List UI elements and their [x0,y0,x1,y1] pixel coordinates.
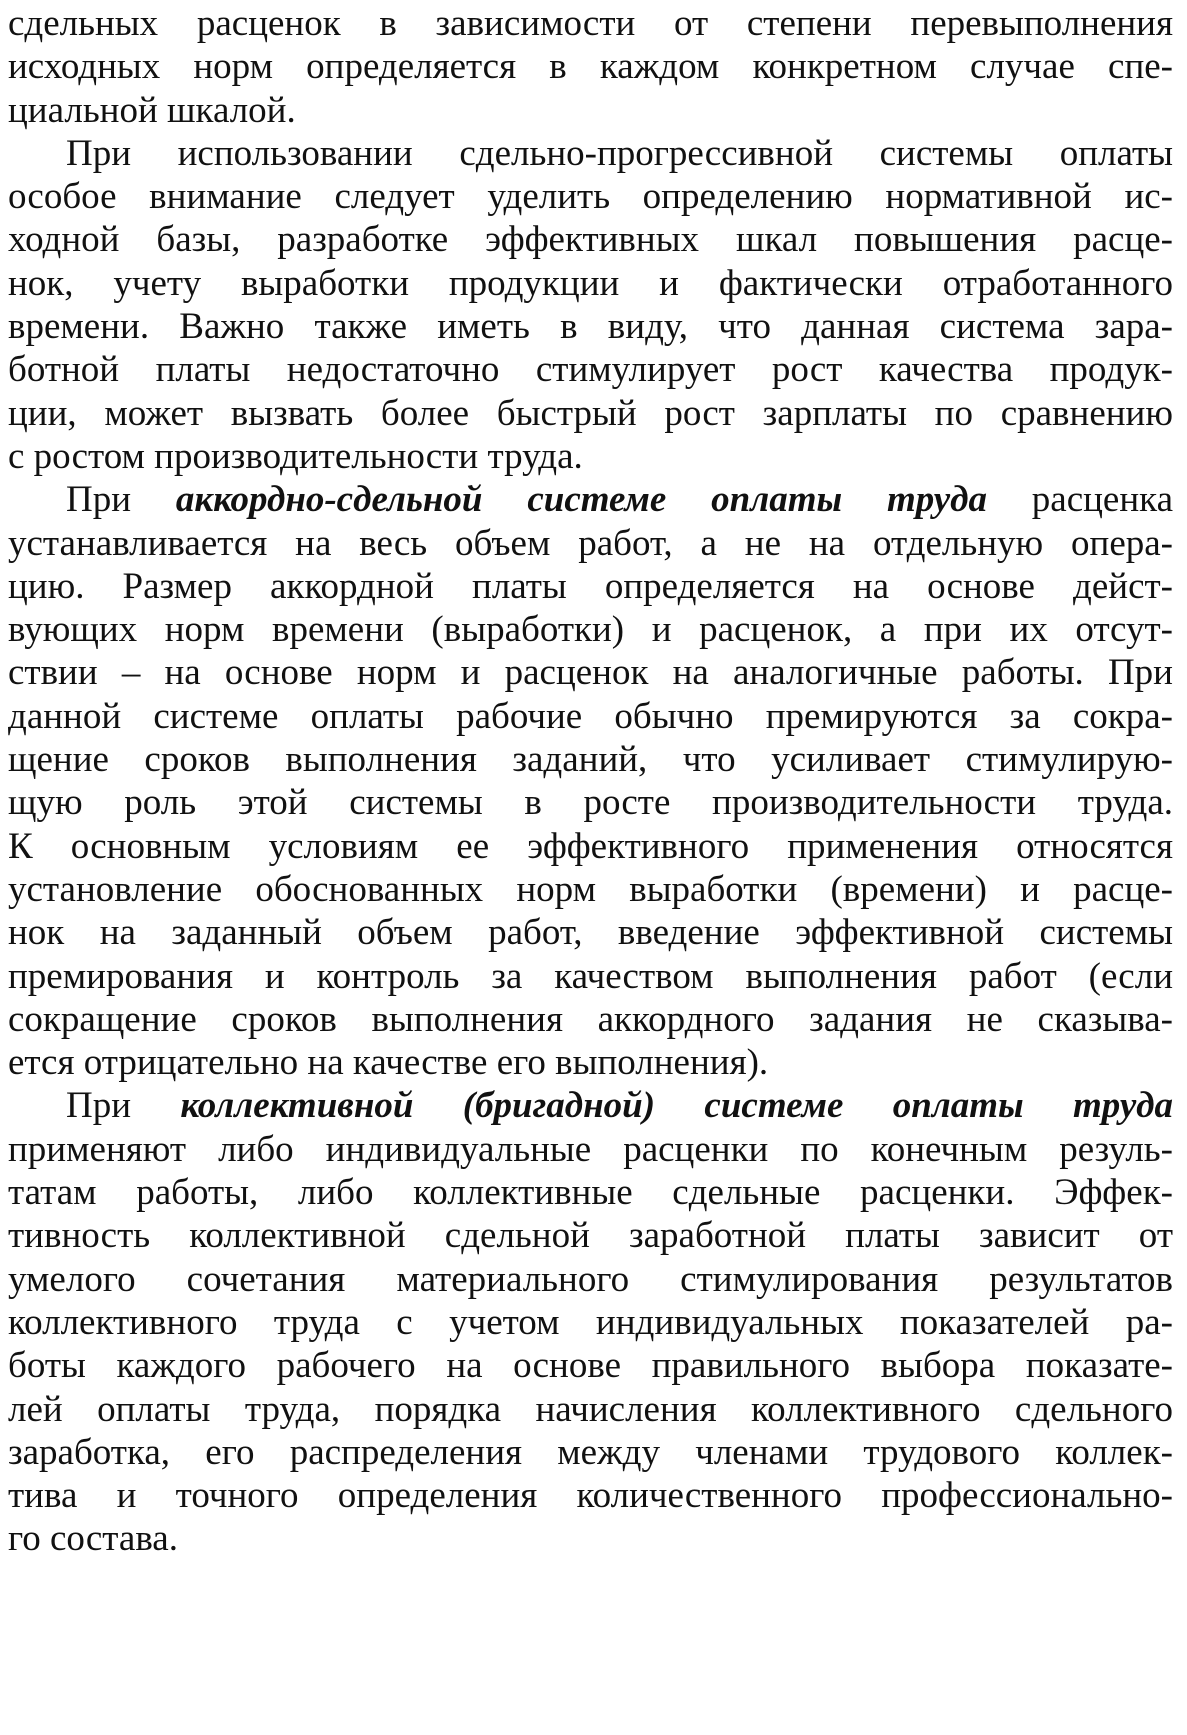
text-line: умелого сочетания материального стимулирования результатов [8,1258,1173,1300]
paragraph-1 [8,2,1173,132]
text-line-with-term [8,1084,1173,1127]
text-fragment: При [66,1085,181,1127]
text-line: заработка, его распределения между членами трудового коллек- [8,1431,1173,1473]
text-fragment: расценка [986,479,1173,521]
text-line: тива и точного определения количественного профессионально- [8,1475,1173,1517]
paragraph-2 [8,132,1173,478]
text-line: ции, может вызвать более быстрый рост зарплаты по сравнению [8,392,1173,434]
text-line: сдельных расценок в зависимости от степени перевыполнения [8,3,1173,44]
text-line: лей оплаты труда, порядка начисления коллективного сдельного [8,1388,1173,1430]
text-line: устанавливается на весь объем работ, а не на отдельную опера- [8,522,1173,564]
text-line: татам работы, либо коллективные сдельные расценки. Эффек- [8,1172,1173,1214]
paragraph-3 [8,478,1173,1084]
text-line: ходной базы, разработке эффективных шкал повышения расце- [8,219,1173,261]
text-line: При использовании сдельно-прогрессивной системы оплаты [66,132,1173,174]
text-fragment: При [66,479,176,521]
text-line: щую роль этой системы в росте производительности труда. [8,782,1173,824]
paragraph-4 [8,1084,1173,1560]
text-line: данной системе оплаты рабочие обычно премируются за сокра- [8,695,1173,737]
text-line: установление обоснованных норм выработки (времени) и расце- [8,868,1173,910]
text-line: ботной платы недостаточно стимулирует рост качества продук- [8,349,1173,391]
text-line: нок на заданный объем работ, введение эффективной системы [8,912,1173,954]
text-line: нок, учету выработки продукции и фактически отработанного [8,262,1173,304]
text-line: ствии – на основе норм и расценок на аналогичные работы. При [8,652,1173,694]
text-line: исходных норм определяется в каждом конкретном случае спе- [8,46,1173,88]
text-line-with-term [8,478,1173,521]
text-line: коллективного труда с учетом индивидуальных показателей ра- [8,1301,1173,1343]
text-line: циальной шкалой. [8,89,296,131]
text-line: ется отрицательно на качестве его выполнения). [8,1042,769,1084]
text-line: го состава. [8,1518,178,1560]
text-line: времени. Важно также иметь в виду, что данная система зара- [8,306,1173,348]
text-line: тивность коллективной сдельной заработной платы зависит от [8,1215,1173,1257]
text-line: сокращение сроков выполнения аккордного задания не сказыва- [8,998,1173,1040]
key-term: коллективной (бригадной) системе оплаты труда [180,1085,1173,1127]
key-term: аккордно-сдельной системе оплаты труда [175,479,987,521]
text-line: щение сроков выполнения заданий, что усиливает стимулирую- [8,739,1173,781]
text-line: К основным условиям ее эффективного применения относятся [8,825,1173,867]
text-line: премирования и контроль за качеством выполнения работ (если [8,955,1173,997]
text-line: боты каждого рабочего на основе правильного выбора показате- [8,1345,1173,1387]
text-line: вующих норм времени (выработки) и расценок, а при их отсут- [8,609,1173,651]
text-line: цию. Размер аккордной платы определяется на основе дейст- [8,565,1173,607]
text-line: с ростом производительности труда. [8,435,583,477]
text-line: особое внимание следует уделить определению нормативной ис- [8,176,1173,218]
text-line: применяют либо индивидуальные расценки по конечным резуль- [8,1128,1173,1170]
